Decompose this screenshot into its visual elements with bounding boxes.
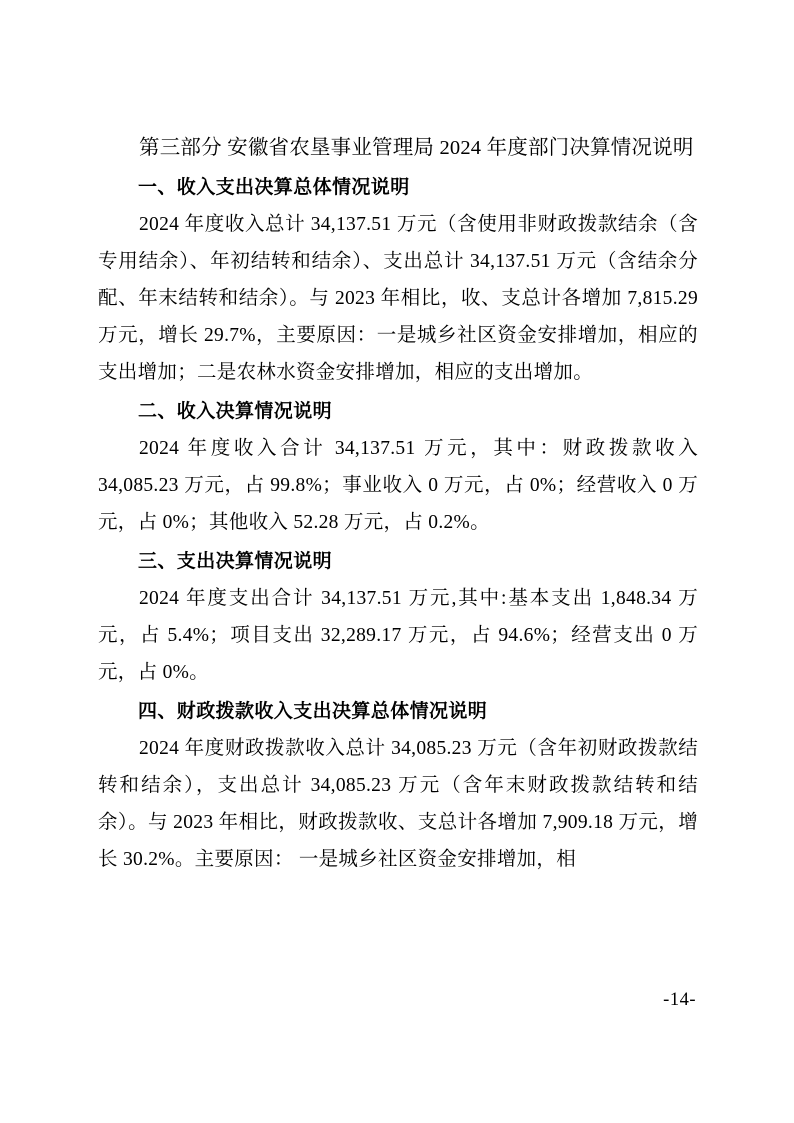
section-heading-1: 一、收入支出决算总体情况说明 bbox=[138, 176, 410, 198]
section-heading-2: 二、收入决算情况说明 bbox=[138, 400, 333, 422]
section-heading-4: 四、财政拨款收入支出决算总体情况说明 bbox=[138, 700, 488, 722]
section-paragraph-1: 2024 年度收入总计 34,137.51 万元（含使用非财政拨款结余（含专用结余）、年初结转和结余）、支出总计 34,137.51 万元（含结余分配、年末结转和结余）。与 2023 年相比，收、支总计各增加 7,815.29 万元，增长 29.7%，主要原因：一是城乡社区资金安排增加，相应的支出增加；二是农林水资金安排增加，相应的支出增加。 bbox=[98, 214, 698, 383]
page-number: -14- bbox=[663, 990, 696, 1010]
page-title: 第三部分 安徽省农垦事业管理局 2024 年度部门决算情况说明 bbox=[139, 137, 694, 159]
section-heading-3: 三、支出决算情况说明 bbox=[138, 550, 333, 572]
section-paragraph-3: 2024 年度支出合计 34,137.51 万元,其中:基本支出 1,848.34 万元，占 5.4%；项目支出 32,289.17 万元，占 94.6%；经营支出 0 万元，占 0%。 bbox=[98, 588, 698, 683]
section-paragraph-4: 2024 年度财政拨款收入总计 34,085.23 万元（含年初财政拨款结转和结余），支出总计 34,085.23 万元（含年末财政拨款结转和结余）。与 2023 年相比，财政拨款收、支总计各增加 7,909.18 万元，增长 30.2%。主要原因： 一是城乡社区资金安排增加，相 bbox=[98, 738, 698, 870]
section-paragraph-2: 2024 年度收入合计 34,137.51 万元，其中：财政拨款收入 34,085.23 万元，占 99.8%；事业收入 0 万元，占 0%；经营收入 0 万元，占 0%；其他收入 52.28 万元，占 0.2%。 bbox=[98, 438, 698, 533]
document-body bbox=[98, 130, 698, 878]
